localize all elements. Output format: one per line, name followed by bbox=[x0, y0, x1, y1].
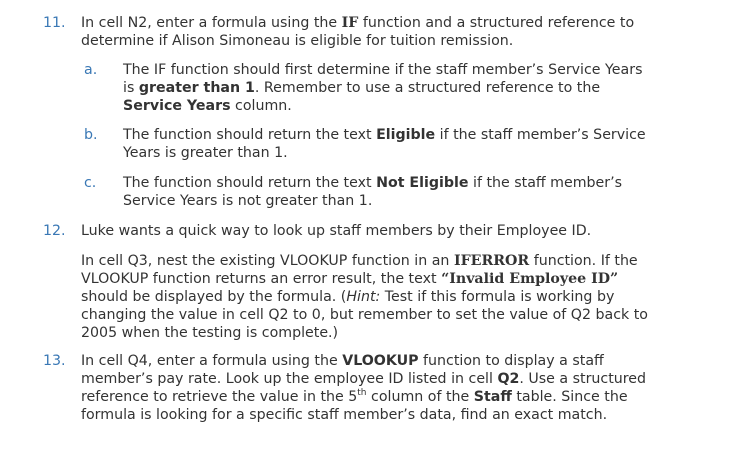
text-line: reference to retrieve the value in the 5th column of the Staff table. Since the bbox=[81, 388, 628, 405]
step-number: 12. bbox=[43, 223, 66, 239]
step-paragraph bbox=[81, 252, 648, 342]
step-number: 11. bbox=[43, 15, 66, 31]
text-line: should be displayed by the formula. (Hint: Test if this formula is working by bbox=[81, 289, 615, 305]
text-line: determine if Alison Simoneau is eligible for tuition remission. bbox=[81, 33, 514, 49]
text-line: changing the value in cell Q2 to 0, but remember to set the value of Q2 back to bbox=[81, 307, 648, 323]
text-line: Luke wants a quick way to look up staff members by their Employee ID. bbox=[81, 223, 592, 239]
substep-letter: a. bbox=[84, 62, 98, 78]
text-line: Service Years is not greater than 1. bbox=[123, 193, 373, 209]
text-line: The IF function should first determine if the staff member’s Service Years bbox=[123, 62, 643, 78]
substep-letter: b. bbox=[84, 127, 98, 143]
text-line: formula is looking for a specific staff member’s data, find an exact match. bbox=[81, 407, 608, 423]
text-line: The function should return the text Eligible if the staff member’s Service bbox=[123, 127, 646, 143]
text-line: 2005 when the testing is complete.) bbox=[81, 325, 339, 341]
text-line: Years is greater than 1. bbox=[123, 145, 288, 161]
substep-text bbox=[123, 126, 646, 162]
step-text bbox=[81, 14, 634, 50]
step-number: 13. bbox=[43, 353, 66, 369]
text-line: The function should return the text Not Eligible if the staff member’s bbox=[123, 175, 623, 191]
text-line: is greater than 1. Remember to use a structured reference to the bbox=[123, 80, 601, 96]
step-text bbox=[81, 222, 591, 240]
text-line: VLOOKUP function returns an error result, the text “Invalid Employee ID” bbox=[81, 271, 619, 287]
substep-letter: c. bbox=[84, 175, 97, 191]
substep-text bbox=[123, 61, 642, 115]
text-line: In cell N2, enter a formula using the IF function and a structured reference to bbox=[81, 15, 635, 31]
text-line: Service Years column. bbox=[123, 98, 292, 114]
text-line: In cell Q4, enter a formula using the VLOOKUP function to display a staff bbox=[81, 353, 604, 369]
text-line: member’s pay rate. Look up the employee ID listed in cell Q2. Use a structured bbox=[81, 371, 647, 387]
text-line: In cell Q3, nest the existing VLOOKUP function in an IFERROR function. If the bbox=[81, 253, 638, 269]
step-text bbox=[81, 352, 646, 424]
substep-text bbox=[123, 174, 622, 210]
